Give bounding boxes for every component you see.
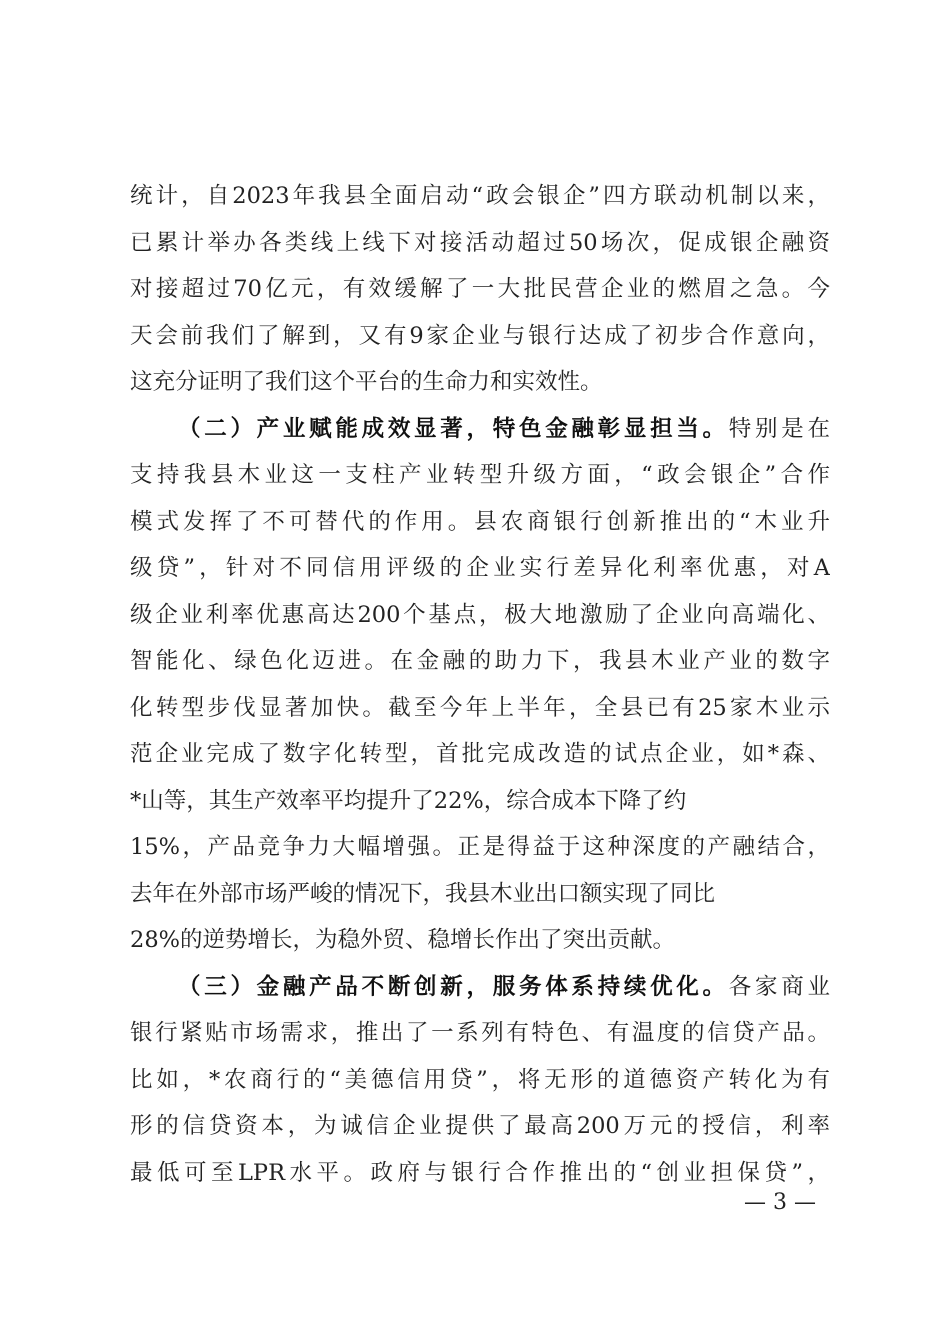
paragraph-first-line bbox=[130, 964, 830, 1011]
page-number: — 3 — bbox=[744, 1190, 816, 1215]
text-line: 最低可至LPR水平。政府与银行合作推出的“创业担保贷”， bbox=[130, 1159, 830, 1186]
text-line: 智能化、绿色化迈进。在金融的助力下，我县木业产业的数字 bbox=[130, 648, 830, 674]
text-line: 对接超过70亿元，有效缓解了一大批民营企业的燃眉之急。今 bbox=[130, 276, 830, 302]
text-line: 级企业利率优惠高达200个基点，极大地激励了企业向高端化、 bbox=[130, 601, 830, 628]
text-line: 银行紧贴市场需求，推出了一系列有特色、有温度的信贷产品。 bbox=[130, 1020, 830, 1046]
text-line: 级贷”，针对不同信用评级的企业实行差异化利率优惠，对A bbox=[130, 555, 830, 581]
section-heading: （二）产业赋能成效显著，特色金融彰显担当。 bbox=[178, 415, 729, 442]
text-line: 比如，*农商行的“美德信用贷”，将无形的道德资产转化为有 bbox=[130, 1066, 830, 1093]
text-line: 形的信贷资本，为诚信企业提供了最高200万元的授信，利率 bbox=[130, 1113, 830, 1139]
body-text bbox=[130, 173, 830, 1196]
text-line: 范企业完成了数字化转型，首批完成改造的试点企业，如*森、 bbox=[130, 741, 830, 767]
text-line: *山等，其生产效率平均提升了22%，综合成本下降了约 bbox=[130, 787, 687, 814]
text-line: 模式发挥了不可替代的作用。县农商银行创新推出的“木业升 bbox=[130, 508, 830, 535]
text-line: 去年在外部市场严峻的情况下，我县木业出口额实现了同比 bbox=[130, 880, 716, 907]
section-heading: （三）金融产品不断创新，服务体系持续优化。 bbox=[178, 973, 729, 1000]
paragraph-first-line bbox=[130, 406, 830, 453]
text-line: 这充分证明了我们这个平台的生命力和实效性。 bbox=[130, 369, 603, 395]
text-line: 化转型步伐显著加快。截至今年上半年，全县已有25家木业示 bbox=[130, 694, 830, 721]
text-line: 已累计举办各类线上线下对接活动超过50场次，促成银企融资 bbox=[130, 229, 830, 256]
text-line: 15%，产品竞争力大幅增强。正是得益于这种深度的产融结合， bbox=[130, 834, 830, 860]
text-line: 统计，自2023年我县全面启动“政会银企”四方联动机制以来， bbox=[130, 183, 830, 209]
text-run: 特别是在 bbox=[728, 415, 830, 442]
text-line: 天会前我们了解到，又有9家企业与银行达成了初步合作意向， bbox=[130, 322, 830, 349]
text-line: 28%的逆势增长，为稳外贸、稳增长作出了突出贡献。 bbox=[130, 927, 676, 953]
text-line: 支持我县木业这一支柱产业转型升级方面，“政会银企”合作 bbox=[130, 462, 830, 488]
text-run: 各家商业 bbox=[728, 973, 830, 1000]
